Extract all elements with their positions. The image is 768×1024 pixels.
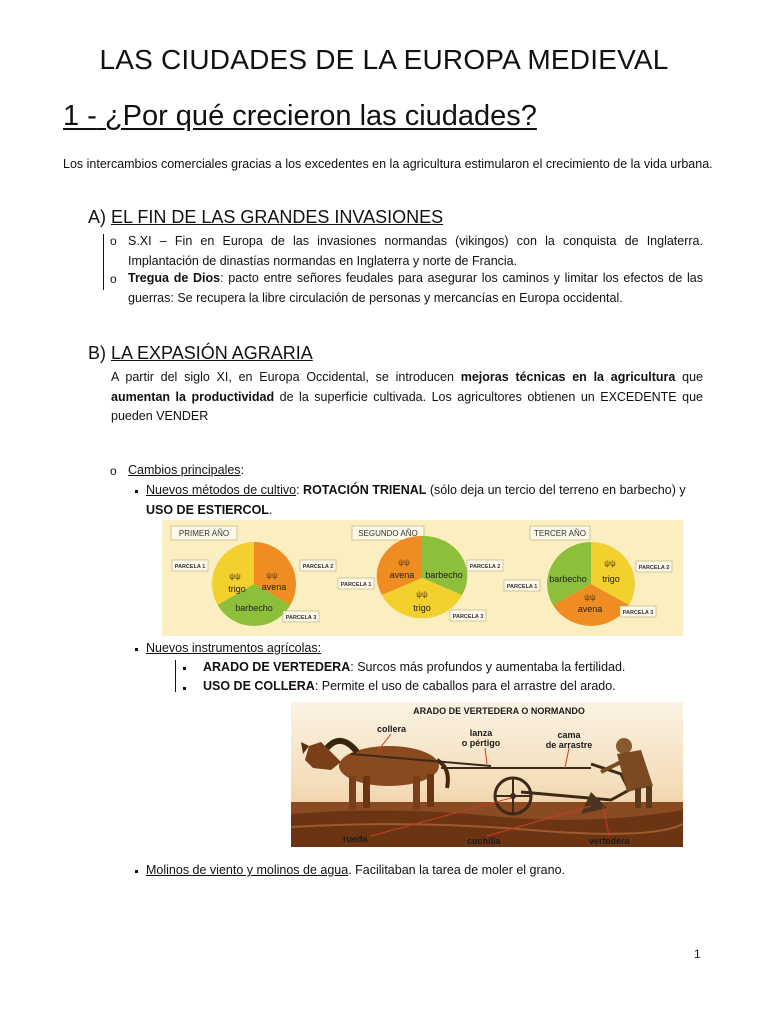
collera-term: USO DE COLLERA (203, 679, 315, 693)
item-text: . (268, 502, 273, 517)
square-bullet-icon (183, 687, 186, 690)
square-bullet-icon (135, 870, 138, 873)
svg-text:PARCELA 1: PARCELA 1 (174, 564, 206, 570)
part-a-bullet-2 (128, 269, 703, 308)
sub-item-arado (203, 658, 625, 678)
svg-text:barbecho: barbecho (549, 574, 587, 584)
para-text: que (675, 370, 703, 384)
svg-text:PRIMER AÑO: PRIMER AÑO (178, 529, 230, 538)
svg-text:avena: avena (389, 570, 415, 580)
item-molinos-title: Molinos de viento y molinos de agua (146, 863, 349, 877)
item-molinos (146, 861, 565, 881)
part-a-letter: A) (88, 207, 106, 227)
collera-text: : Permite el uso de caballos para el arrastre del arado. (314, 679, 616, 693)
para-bold: aumentan la productividad (111, 389, 275, 404)
bullet-rule (103, 234, 104, 290)
page-number: 1 (694, 947, 701, 961)
intro-paragraph: Los intercambios comerciales gracias a los excedentes en la agricultura estimularon el crecimiento de la vida urbana. (63, 157, 713, 171)
sub-item-collera (203, 677, 616, 697)
section-number: 1 - (63, 100, 97, 132)
label-collera: collera (377, 724, 407, 734)
svg-text:trigo: trigo (602, 574, 620, 584)
svg-text:PARCELA 3: PARCELA 3 (452, 614, 484, 620)
part-b-title: LA EXPASIÓN AGRARIA (111, 343, 313, 363)
item-molinos-text: . Facilitaban la tarea de moler el grano. (348, 863, 566, 877)
oat-icon: ψψ (398, 558, 410, 567)
plough-figure (291, 702, 683, 847)
part-a-title: EL FIN DE LAS GRANDES INVASIONES (111, 207, 444, 227)
year-label-1 (171, 526, 237, 540)
arado-text: : Surcos más profundos y aumentaba la fertilidad. (350, 660, 626, 674)
label-cama: cama de arrastre (545, 730, 593, 750)
svg-text:barbecho: barbecho (425, 570, 463, 580)
item-instrumentos (146, 639, 321, 659)
para-text: A partir del siglo XI, en Europa Occidental, se introducen (111, 370, 461, 384)
circle-bullet-icon: o (110, 272, 117, 286)
document-title: LAS CIUDADES DE LA EUROPA MEDIEVAL (99, 44, 669, 75)
wheat-icon: ψψ (604, 559, 616, 568)
sub-bullet-rule (175, 660, 176, 692)
arado-term: ARADO DE VERTEDERA (203, 660, 351, 674)
svg-text:PARCELA 1: PARCELA 1 (340, 582, 372, 588)
item-bold: USO DE ESTIERCOL (146, 502, 269, 517)
svg-text:barbecho: barbecho (235, 603, 273, 613)
rotation-pie-year-2 (377, 536, 468, 618)
label-cuchilla: cuchilla (467, 836, 501, 846)
svg-text:PARCELA 2: PARCELA 2 (638, 565, 670, 571)
svg-text:avena: avena (577, 604, 603, 614)
para-bold: mejoras técnicas en la agricultura (460, 370, 676, 384)
svg-text:PARCELA 3: PARCELA 3 (622, 610, 654, 616)
circle-bullet-icon: o (110, 234, 117, 248)
item-text: (sólo deja un tercio del terreno en barbecho) y (426, 483, 686, 497)
svg-text:PARCELA 3: PARCELA 3 (285, 615, 317, 621)
svg-text:avena: avena (261, 582, 287, 592)
cambios-colon: : (240, 463, 245, 477)
section-title: ¿Por qué crecieron las ciudades? (104, 100, 537, 132)
svg-text:trigo: trigo (413, 603, 431, 613)
square-bullet-icon (135, 648, 138, 651)
wheat-icon: ψψ (416, 590, 428, 599)
svg-text:SEGUNDO AÑO: SEGUNDO AÑO (358, 529, 418, 538)
svg-text:PARCELA 2: PARCELA 2 (469, 564, 501, 570)
square-bullet-icon (183, 667, 186, 670)
svg-text:TERCER AÑO: TERCER AÑO (533, 529, 587, 538)
circle-bullet-icon: o (110, 464, 117, 478)
label-rueda: rueda (343, 834, 368, 844)
square-bullet-icon (135, 490, 138, 493)
svg-text:PARCELA 1: PARCELA 1 (506, 584, 538, 590)
item-text: : (296, 483, 304, 497)
tregua-term: Tregua de Dios (128, 271, 221, 285)
crop-rotation-figure (162, 520, 683, 636)
part-a-bullet-1: S.XI – Fin en Europa de las invasiones normandas (vikingos) con la conquista de Inglaterra. Implantación de dinastías normandas en Inglaterra y norte de Francia. (128, 234, 703, 268)
svg-text:trigo: trigo (228, 584, 246, 594)
plough-wheels (495, 778, 531, 814)
cambios-text: Cambios principales (128, 463, 241, 477)
item-instrumentos-title: Nuevos instrumentos agrícolas: (146, 641, 322, 655)
item-cultivo-title: Nuevos métodos de cultivo (146, 483, 297, 497)
tregua-text: : pacto entre señores feudales para asegurar los caminos y limitar los efectos de las guerras: Se recupera la libre circulación de personas y mercancías en Europa occidental. (128, 271, 703, 305)
part-b-paragraph (111, 368, 703, 427)
oat-icon: ψψ (266, 571, 278, 580)
part-b-letter: B) (88, 343, 106, 363)
part-b-heading (88, 343, 313, 364)
year-label-3 (530, 526, 590, 540)
part-a-heading (88, 207, 443, 228)
svg-text:PARCELA 2: PARCELA 2 (302, 564, 334, 570)
item-cultivo (146, 481, 706, 520)
label-lanza: lanza o pértigo (461, 728, 501, 748)
section-heading (63, 100, 537, 133)
label-vertedera: vertedera (589, 836, 630, 846)
item-bold: ROTACIÓN TRIENAL (303, 483, 427, 497)
para-text: de la superficie cultivada. Los agricultores obtienen un EXCEDENTE que pueden VENDER (111, 389, 703, 423)
plough-title: ARADO DE VERTEDERA O NORMANDO (413, 706, 585, 716)
oat-icon: ψψ (584, 593, 596, 602)
cambios-label (128, 461, 244, 481)
wheat-icon: ψψ (229, 572, 241, 581)
